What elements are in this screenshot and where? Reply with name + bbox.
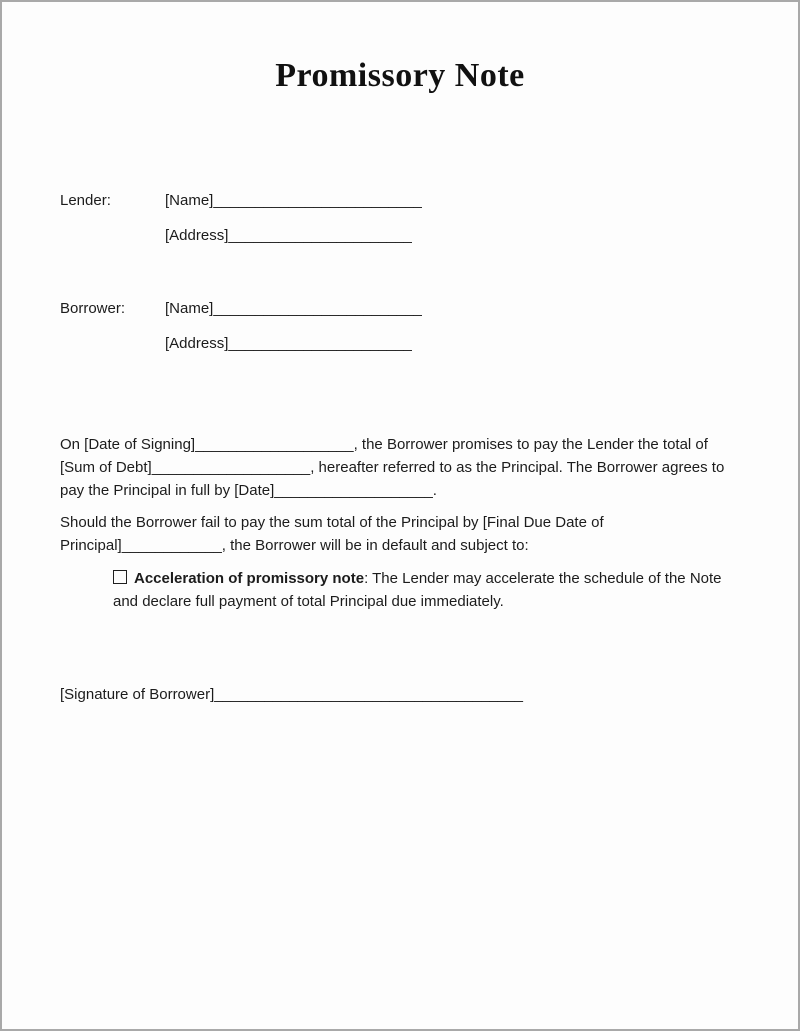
parties-section	[60, 191, 740, 369]
lender-fields	[165, 191, 740, 261]
acceleration-clause-title: Acceleration of promissory note	[134, 569, 365, 587]
borrower-address-field: [Address]______________________	[165, 334, 412, 352]
default-clause-paragraph: Should the Borrower fail to pay the sum total of the Principal by [Final Due Date of Principal]____________, the Borrower will be in default and subject to:	[60, 513, 604, 554]
borrower-label: Borrower:	[60, 299, 126, 317]
lender-address-field: [Address]______________________	[165, 226, 412, 244]
lender-name-field: [Name]_________________________	[165, 191, 422, 209]
borrower-block	[60, 299, 740, 369]
acceleration-checkbox-icon[interactable]	[113, 570, 127, 584]
borrower-name-field: [Name]_________________________	[165, 299, 422, 317]
acceleration-clause-text: : The Lender may accelerate the schedule of the Note and declare full payment of total Principal due immediately.	[113, 569, 722, 610]
borrower-fields	[165, 299, 740, 369]
promise-paragraph: On [Date of Signing]___________________, the Borrower promises to pay the Lender the total of [Sum of Debt]___________________, hereafter referred to as the Principal. The Borrower agrees to pay the Principal in full by [Date]___________________.	[60, 435, 725, 499]
borrower-signature-field: [Signature of Borrower]_____________________________________	[60, 685, 523, 703]
lender-block	[60, 191, 740, 261]
acceleration-clause	[113, 567, 740, 613]
document-title: Promissory Note	[275, 57, 525, 94]
lender-label: Lender:	[60, 191, 111, 209]
